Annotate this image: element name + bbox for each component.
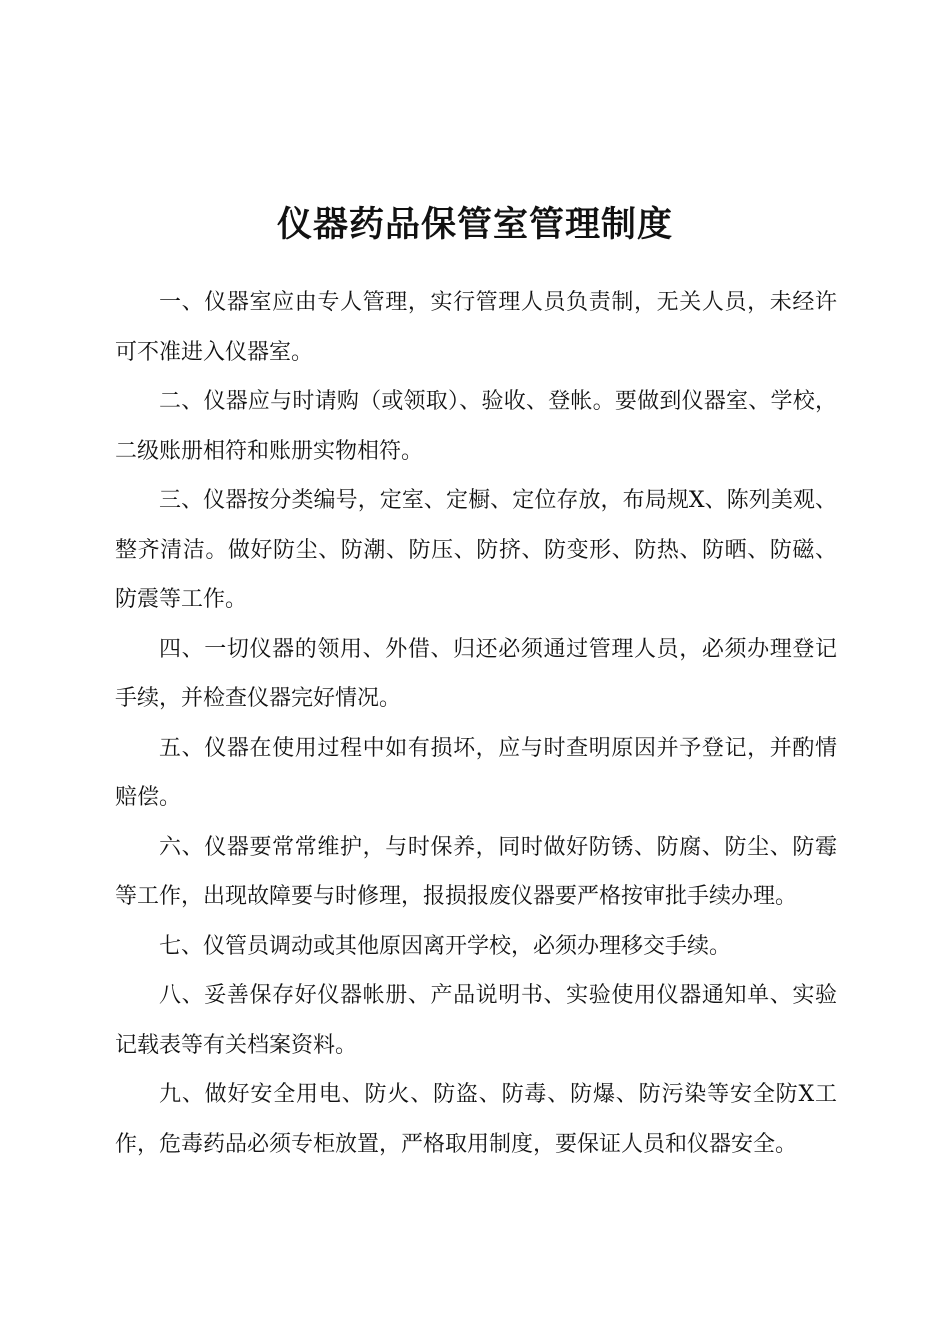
clause-3: 三、仪器按分类编号，定室、定橱、定位存放，布局规X、陈列美观、整齐清洁。做好防尘、防潮、防压、防挤、防变形、防热、防晒、防磁、防震等工作。 [115, 488, 837, 612]
clause-4: 四、一切仪器的领用、外借、归还必须通过管理人员，必须办理登记手续，并检查仪器完好情况。 [115, 636, 837, 711]
clause-2: 二、仪器应与时请购（或领取）、验收、登帐。要做到仪器室、学校，二级账册相符和账册实物相符。 [115, 389, 837, 464]
clause-1: 一、仪器室应由专人管理，实行管理人员负责制，无关人员，未经许可不准进入仪器室。 [115, 290, 837, 365]
document-body [115, 278, 837, 1169]
clause-9: 九、做好安全用电、防火、防盗、防毒、防爆、防污染等安全防X工作，危毒药品必须专柜放置，严格取用制度，要保证人员和仪器安全。 [115, 1082, 837, 1157]
clause-6: 六、仪器要常常维护，与时保养，同时做好防锈、防腐、防尘、防霉等工作，出现故障要与时修理，报损报废仪器要严格按审批手续办理。 [115, 834, 837, 909]
clause-8: 八、妥善保存好仪器帐册、产品说明书、实验使用仪器通知单、实验记载表等有关档案资料。 [115, 983, 837, 1058]
clause-5: 五、仪器在使用过程中如有损坏，应与时查明原因并予登记，并酌情赔偿。 [115, 735, 837, 810]
clause-7: 七、仪管员调动或其他原因离开学校，必须办理移交手续。 [159, 933, 732, 959]
document-title: 仪器药品保管室管理制度 [276, 204, 673, 245]
